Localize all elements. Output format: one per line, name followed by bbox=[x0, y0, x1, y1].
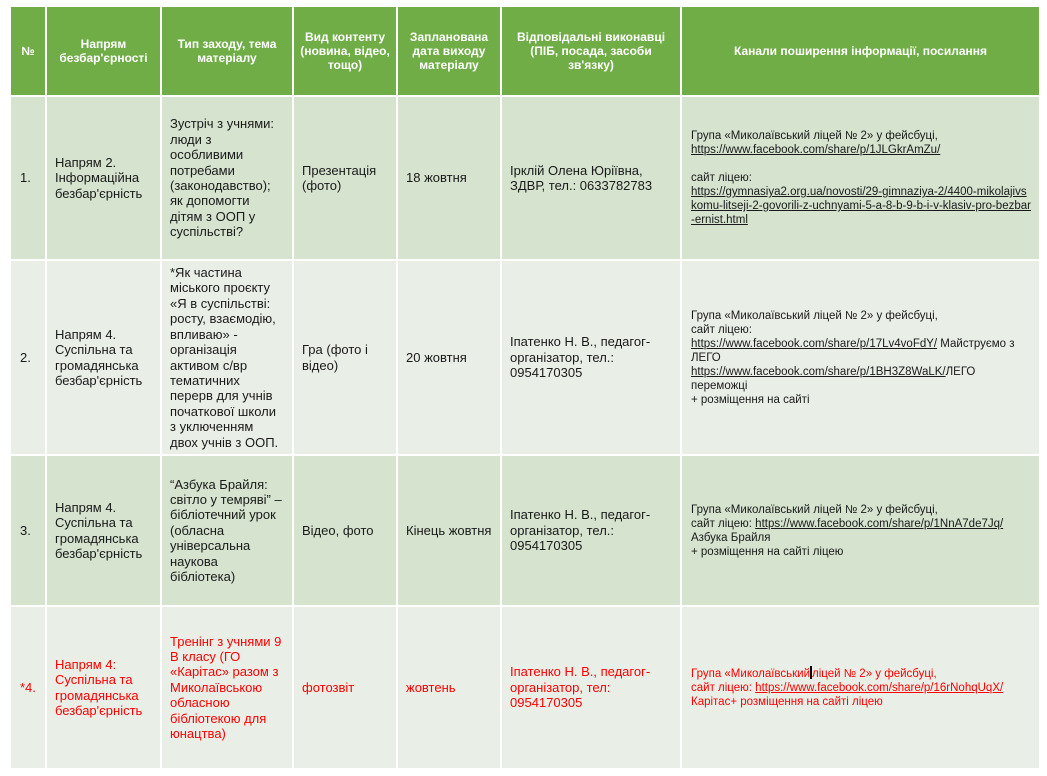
cell-num: *4. bbox=[10, 606, 46, 769]
cell-planned-date: 20 жовтня bbox=[397, 260, 501, 455]
header-responsible: Відповідальні виконавці (ПІБ, посада, засоби зв'язку) bbox=[501, 6, 681, 96]
site-placement-note: Карітас+ розміщення на сайті ліцею bbox=[691, 696, 883, 708]
table-row bbox=[10, 455, 1040, 606]
cell-num: 3. bbox=[10, 455, 46, 606]
channel-group-text: Група «Миколаївський ліцей № 2» у фейсбуці, bbox=[691, 309, 938, 322]
header-num: № bbox=[10, 6, 46, 96]
cell-responsible: Ірклій Олена Юріївна, ЗДВР, тел.: 0633782783 bbox=[501, 96, 681, 260]
cell-direction: Напрям 4. Суспільна та громадянська безбар'єрність bbox=[46, 455, 161, 606]
cell-event-type: Тренінг з учнями 9 В класу (ГО «Карітас» разом з Миколаївською обласною бібліотекою для юнацтва) bbox=[161, 606, 293, 769]
site-label: сайт ліцею: bbox=[691, 172, 752, 184]
cell-content-type: Відео, фото bbox=[293, 455, 397, 606]
facebook-link-lego-winners[interactable]: https://www.facebook.com/share/p/1BH3Z8WaLK/ bbox=[691, 365, 946, 378]
facebook-link-caritas[interactable]: https://www.facebook.com/share/p/16rNohqUqX/ bbox=[755, 682, 1004, 694]
site-label: сайт ліцею: bbox=[691, 682, 756, 694]
facebook-link[interactable]: https://www.facebook.com/share/p/1JLGkrAmZu/ bbox=[691, 144, 941, 156]
cell-responsible: Іпатенко Н. В., педагог-організатор, тел: 0954170305 bbox=[501, 606, 681, 769]
site-placement-note: + розміщення на сайті bbox=[691, 393, 810, 406]
cell-channels bbox=[681, 96, 1040, 260]
cell-num: 2. bbox=[10, 260, 46, 455]
link-caption: Майструємо з ЛЕГО bbox=[691, 337, 1015, 364]
header-event-type: Тип заходу, тема матеріалу bbox=[161, 6, 293, 96]
cell-responsible: Іпатенко Н. В., педагог-організатор, тел.: 0954170305 bbox=[501, 260, 681, 455]
cell-num: 1. bbox=[10, 96, 46, 260]
facebook-link-lego[interactable]: https://www.facebook.com/share/p/17Lv4voFdY/ bbox=[691, 337, 938, 350]
cell-direction: Напрям 2. Інформаційна безбар'єрність bbox=[46, 96, 161, 260]
cell-event-type: Зустріч з учнями: люди з особливими потребами (законодавство); як допомогти дітям з ООП у суспільстві? bbox=[161, 96, 293, 260]
header-direction: Напрям безбар'єрності bbox=[46, 6, 161, 96]
header-content-type: Вид контенту (новина, відео, тощо) bbox=[293, 6, 397, 96]
cell-responsible: Іпатенко Н. В., педагог-організатор, тел.: 0954170305 bbox=[501, 455, 681, 606]
header-channels: Канали поширення інформації, посилання bbox=[681, 6, 1040, 96]
cell-direction: Напрям 4: Суспільна та громадянська безбар'єрність bbox=[46, 606, 161, 769]
cell-content-type: Гра (фото і відео) bbox=[293, 260, 397, 455]
cell-content-type: фотозвіт bbox=[293, 606, 397, 769]
site-label: сайт ліцею: bbox=[691, 323, 752, 336]
cell-content-type: Презентація (фото) bbox=[293, 96, 397, 260]
site-placement-note: + розміщення на сайті ліцею bbox=[691, 545, 844, 558]
table-row bbox=[10, 96, 1040, 260]
header-row bbox=[10, 6, 1040, 96]
header-planned-date: Запланована дата виходу матеріалу bbox=[397, 6, 501, 96]
cell-planned-date: жовтень bbox=[397, 606, 501, 769]
cell-channels bbox=[681, 260, 1040, 455]
site-link[interactable]: https://gymnasiya2.org.ua/novosti/29-gimnaziya-2/4400-mikolajivskomu-litseji-2-govorili-z-uchnyami-5-a-8-b-9-b-i-v-klasiv-pro-bezbar-ernist.html bbox=[691, 186, 1031, 226]
cell-planned-date: Кінець жовтня bbox=[397, 455, 501, 606]
link-caption: ЛЕГО переможці bbox=[691, 365, 976, 392]
cell-planned-date: 18 жовтня bbox=[397, 96, 501, 260]
cell-channels bbox=[681, 455, 1040, 606]
cell-event-type: *Як частина міського проєкту «Я в суспільстві: росту, взаємодію, впливаю» - організація активом с/вр тематичних перерв для учнів початкової школи з уключенням двох учнів з ООП. bbox=[161, 260, 293, 455]
channel-group-text: ліцей № 2» у фейсбуці, bbox=[812, 668, 937, 680]
facebook-link-braille[interactable]: https://www.facebook.com/share/p/1NnA7de7Jq/ bbox=[755, 517, 1004, 530]
link-caption: Азбука Брайля bbox=[691, 531, 771, 544]
channel-group-text: Група «Миколаївський ліцей № 2» у фейсбуці, bbox=[691, 130, 938, 142]
barrier-free-plan-table bbox=[9, 5, 1041, 770]
channel-group-text: Група «Миколаївський bbox=[691, 668, 811, 680]
cell-direction: Напрям 4. Суспільна та громадянська безбар'єрність bbox=[46, 260, 161, 455]
cell-event-type: “Азбука Брайля: світло у темряві” – бібліотечний урок (обласна універсальна наукова бібліотека) bbox=[161, 455, 293, 606]
table-row bbox=[10, 260, 1040, 455]
channel-group-text: Група «Миколаївський ліцей № 2» у фейсбуці, bbox=[691, 503, 938, 516]
site-label: сайт ліцею: bbox=[691, 517, 756, 530]
cell-channels[interactable] bbox=[681, 606, 1040, 769]
table-row bbox=[10, 606, 1040, 769]
